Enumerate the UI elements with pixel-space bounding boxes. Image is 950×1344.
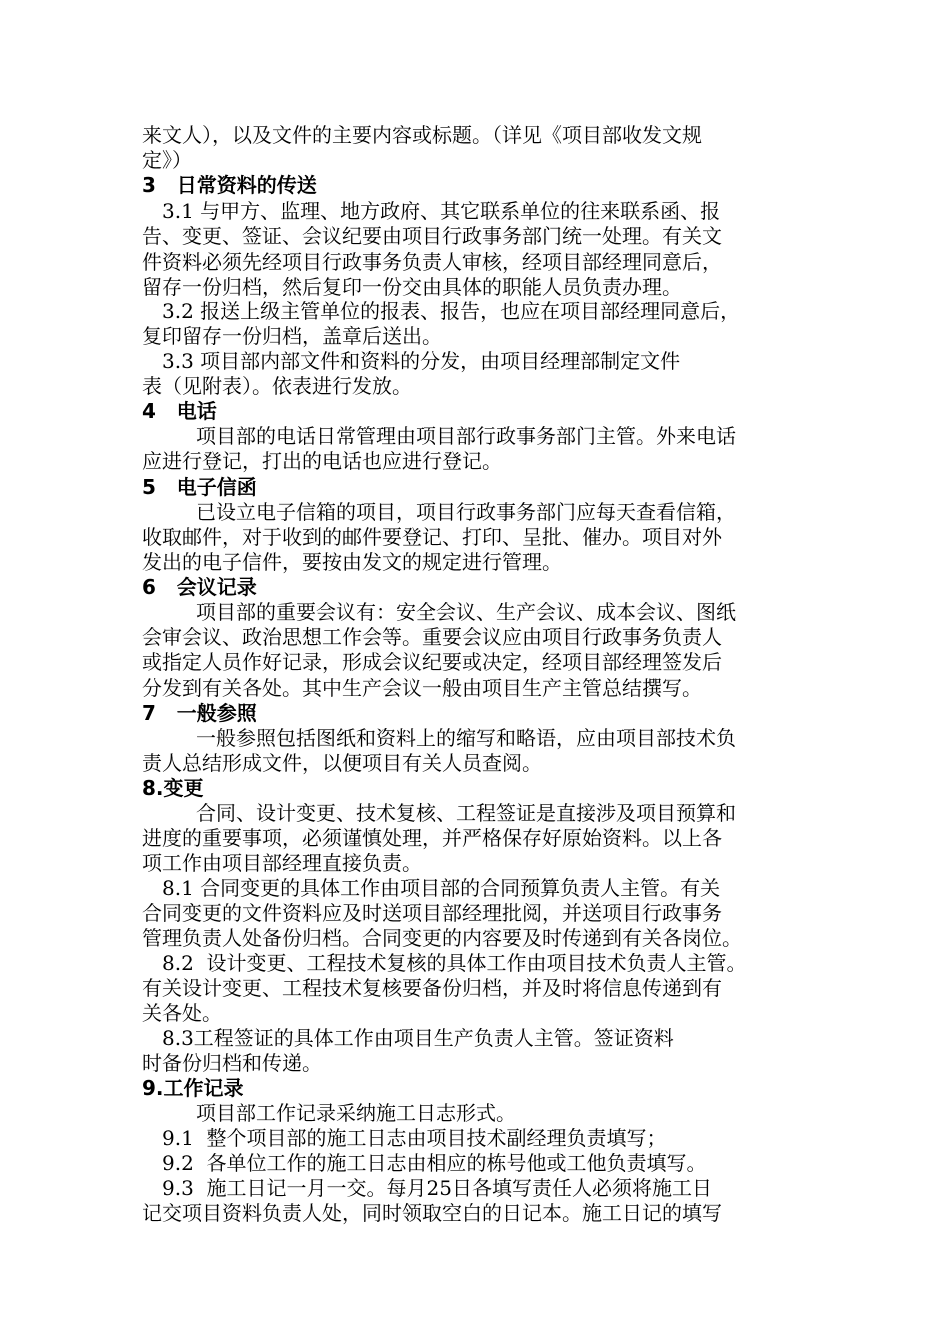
text-line: 合同变更的文件资料应及时送项目部经理批阅，并送项目行政事务 <box>142 901 722 925</box>
text-line: 管理负责人处备份归档。合同变更的内容要及时传递到有关各岗位。 <box>142 926 742 950</box>
text-line: 9.2 各单位工作的施工日志由相应的栋号他或工他负责填写。 <box>162 1151 707 1175</box>
section-heading: 5 电子信函 <box>142 475 257 499</box>
text-line: 已设立电子信箱的项目，项目行政事务部门应每天查看信箱， <box>196 500 736 524</box>
text-line: 或指定人员作好记录，形成会议纪要或决定，经项目部经理签发后 <box>142 650 722 674</box>
text-line: 合同、设计变更、技术复核、工程签证是直接涉及项目预算和 <box>196 801 736 825</box>
text-line: 表（见附表）。依表进行发放。 <box>142 374 412 398</box>
text-line: 项工作由项目部经理直接负责。 <box>142 851 422 875</box>
section-heading: 9.工作记录 <box>142 1076 244 1100</box>
text-line: 收取邮件，对于收到的邮件要登记、打印、呈批、催办。项目对外 <box>142 525 722 549</box>
text-line: 责人总结形成文件，以便项目有关人员查阅。 <box>142 751 542 775</box>
text-line: 项目部工作记录采纳施工日志形式。 <box>196 1101 516 1125</box>
text-line: 3.3 项目部内部文件和资料的分发，由项目经理部制定文件 <box>162 349 681 373</box>
text-line: 有关设计变更、工程技术复核要备份归档，并及时将信息传递到有 <box>142 976 722 1000</box>
text-line: 记交项目资料负责人处，同时领取空白的日记本。施工日记的填写 <box>142 1201 722 1225</box>
text-line: 来文人），以及文件的主要内容或标题。（详见《项目部收发文规 <box>142 123 702 147</box>
text-line: 8.3工程签证的具体工作由项目生产负责人主管。签证资料 <box>162 1026 674 1050</box>
section-heading: 6 会议记录 <box>142 575 257 599</box>
text-line: 9.3 施工日记一月一交。每月25日各填写责任人必须将施工日 <box>162 1176 712 1200</box>
text-line: 3.1 与甲方、监理、地方政府、其它联系单位的往来联系函、报 <box>162 199 721 223</box>
text-line: 9.1 整个项目部的施工日志由项目技术副经理负责填写； <box>162 1126 667 1150</box>
section-heading: 8.变更 <box>142 776 204 800</box>
text-line: 件资料必须先经项目行政事务负责人审核，经项目部经理同意后， <box>142 250 722 274</box>
text-line: 复印留存一份归档，盖章后送出。 <box>142 324 442 348</box>
text-line: 进度的重要事项，必须谨慎处理，并严格保存好原始资料。以上各 <box>142 826 722 850</box>
text-line: 分发到有关各处。其中生产会议一般由项目生产主管总结撰写。 <box>142 676 702 700</box>
text-line: 一般参照包括图纸和资料上的缩写和略语，应由项目部技术负 <box>196 726 736 750</box>
text-line: 3.2 报送上级主管单位的报表、报告，也应在项目部经理同意后， <box>162 299 741 323</box>
text-line: 告、变更、签证、会议纪要由项目行政事务部门统一处理。有关文 <box>142 224 722 248</box>
section-heading: 4 电话 <box>142 399 217 423</box>
text-line: 留存一份归档，然后复印一份交由具体的职能人员负责办理。 <box>142 275 682 299</box>
section-heading: 3 日常资料的传送 <box>142 173 317 197</box>
text-line: 发出的电子信件，要按由发文的规定进行管理。 <box>142 550 562 574</box>
text-line: 8.2 设计变更、工程技术复核的具体工作由项目技术负责人主管。 <box>162 951 747 975</box>
text-line: 项目部的重要会议有：安全会议、生产会议、成本会议、图纸 <box>196 600 736 624</box>
text-line: 时备份归档和传递。 <box>142 1051 322 1075</box>
text-line: 8.1 合同变更的具体工作由项目部的合同预算负责人主管。有关 <box>162 876 721 900</box>
section-heading: 7 一般参照 <box>142 701 257 725</box>
text-line: 项目部的电话日常管理由项目部行政事务部门主管。外来电话 <box>196 424 736 448</box>
text-line: 会审会议、政治思想工作会等。重要会议应由项目行政事务负责人 <box>142 625 722 649</box>
text-line: 定》） <box>142 148 192 172</box>
text-line: 应进行登记，打出的电话也应进行登记。 <box>142 449 502 473</box>
text-line: 关各处。 <box>142 1001 222 1025</box>
